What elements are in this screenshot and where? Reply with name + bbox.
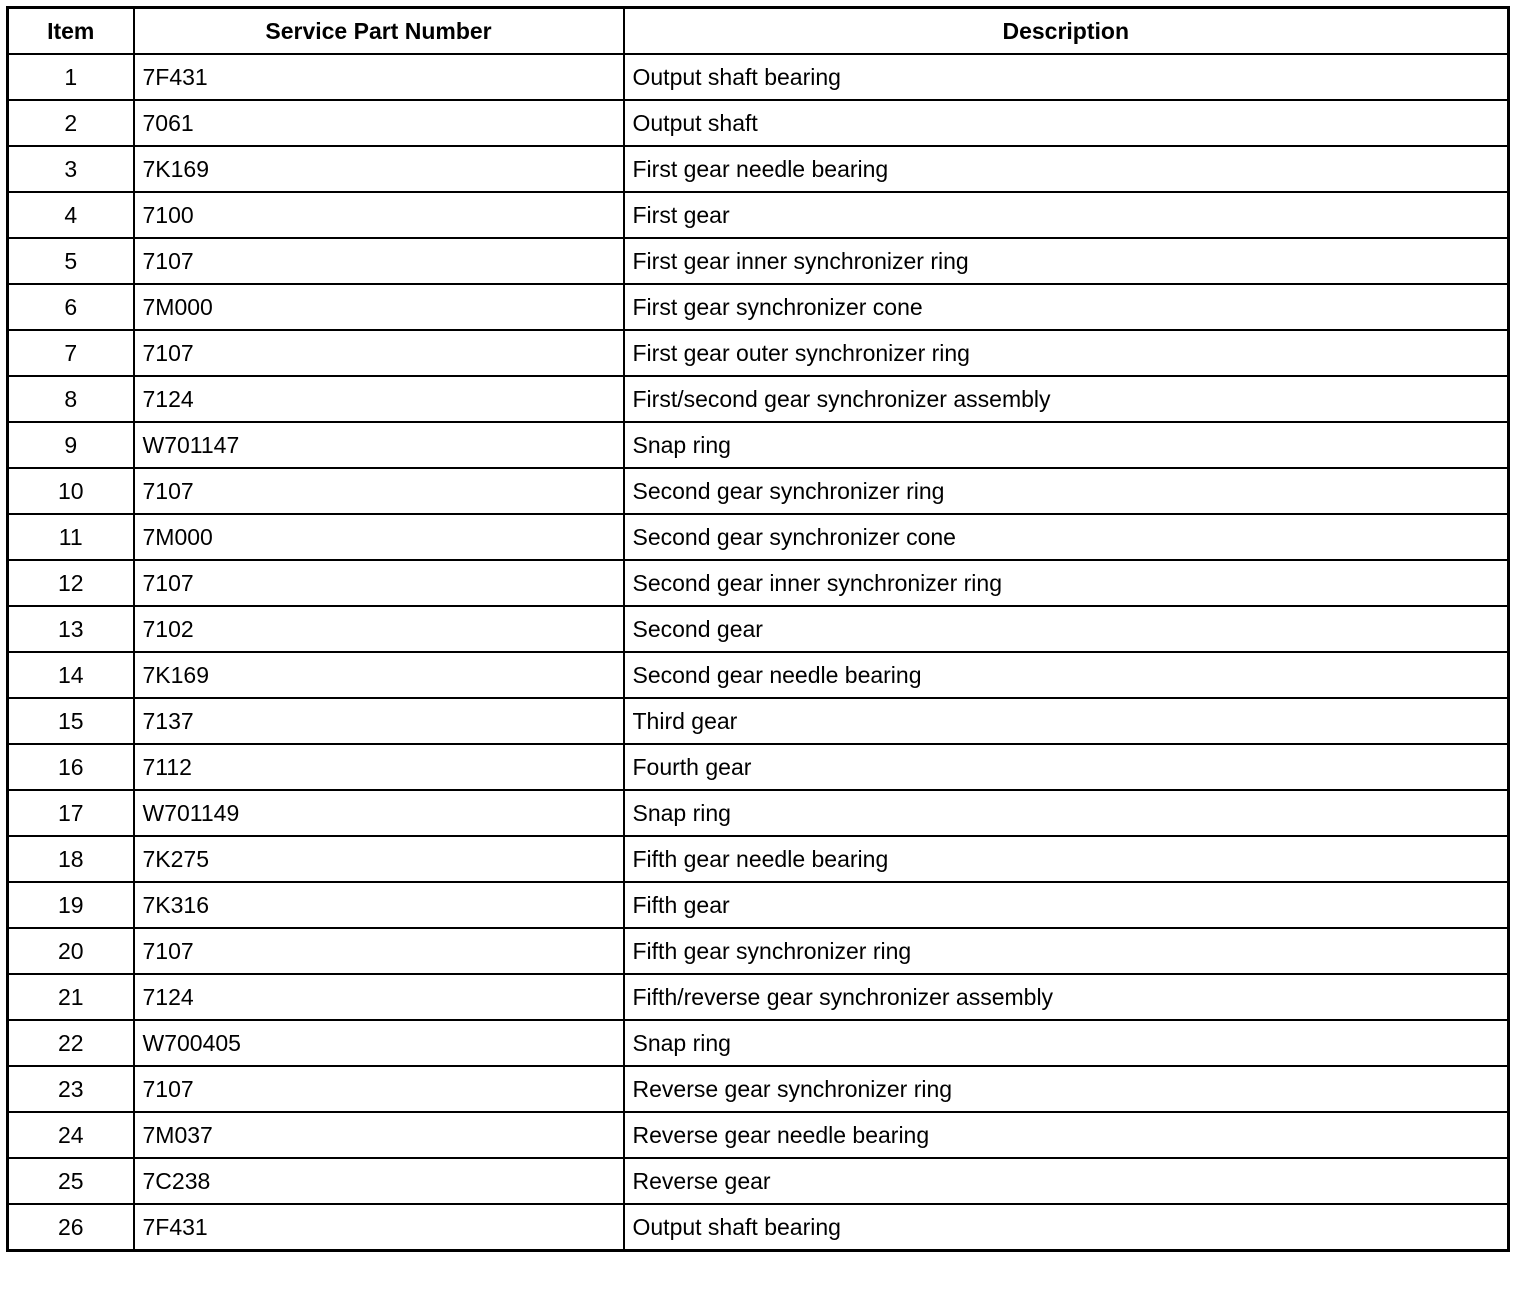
part-number-cell: 7K316 xyxy=(134,882,624,928)
table-row xyxy=(8,100,1509,146)
table-row xyxy=(8,192,1509,238)
part-number-cell: 7061 xyxy=(134,100,624,146)
item-cell: 25 xyxy=(8,1158,134,1204)
part-number-cell: 7102 xyxy=(134,606,624,652)
description-cell: Fifth gear synchronizer ring xyxy=(624,928,1509,974)
part-number-cell: 7124 xyxy=(134,376,624,422)
part-number-cell: 7107 xyxy=(134,1066,624,1112)
table-row xyxy=(8,882,1509,928)
item-cell: 21 xyxy=(8,974,134,1020)
item-cell: 12 xyxy=(8,560,134,606)
table-body xyxy=(8,54,1509,1251)
table-row xyxy=(8,514,1509,560)
table-header-row xyxy=(8,8,1509,55)
table-row xyxy=(8,1158,1509,1204)
part-number-cell: 7K169 xyxy=(134,652,624,698)
part-number-cell: 7107 xyxy=(134,238,624,284)
table-row xyxy=(8,974,1509,1020)
description-cell: Third gear xyxy=(624,698,1509,744)
description-cell: Reverse gear needle bearing xyxy=(624,1112,1509,1158)
item-cell: 26 xyxy=(8,1204,134,1251)
description-cell: First gear synchronizer cone xyxy=(624,284,1509,330)
table-row xyxy=(8,1020,1509,1066)
description-cell: Fifth gear xyxy=(624,882,1509,928)
item-cell: 24 xyxy=(8,1112,134,1158)
item-cell: 6 xyxy=(8,284,134,330)
table-row xyxy=(8,422,1509,468)
part-number-cell: 7F431 xyxy=(134,1204,624,1251)
table-row xyxy=(8,146,1509,192)
description-cell: Reverse gear synchronizer ring xyxy=(624,1066,1509,1112)
item-cell: 11 xyxy=(8,514,134,560)
part-number-cell: 7107 xyxy=(134,560,624,606)
table-row xyxy=(8,744,1509,790)
table-row xyxy=(8,790,1509,836)
description-cell: Second gear synchronizer ring xyxy=(624,468,1509,514)
table-row xyxy=(8,1204,1509,1251)
description-cell: First gear outer synchronizer ring xyxy=(624,330,1509,376)
description-cell: First gear needle bearing xyxy=(624,146,1509,192)
description-cell: Output shaft xyxy=(624,100,1509,146)
item-cell: 18 xyxy=(8,836,134,882)
description-cell: Fifth/reverse gear synchronizer assembly xyxy=(624,974,1509,1020)
part-number-cell: W700405 xyxy=(134,1020,624,1066)
description-cell: Snap ring xyxy=(624,790,1509,836)
description-cell: First gear inner synchronizer ring xyxy=(624,238,1509,284)
item-cell: 15 xyxy=(8,698,134,744)
table-row xyxy=(8,652,1509,698)
description-cell: Output shaft bearing xyxy=(624,54,1509,100)
part-number-cell: 7112 xyxy=(134,744,624,790)
description-cell: Snap ring xyxy=(624,1020,1509,1066)
part-number-cell: 7K169 xyxy=(134,146,624,192)
item-cell: 23 xyxy=(8,1066,134,1112)
part-number-cell: 7K275 xyxy=(134,836,624,882)
table-row xyxy=(8,606,1509,652)
item-cell: 9 xyxy=(8,422,134,468)
part-number-cell: 7C238 xyxy=(134,1158,624,1204)
description-cell: Fifth gear needle bearing xyxy=(624,836,1509,882)
table-row xyxy=(8,238,1509,284)
item-cell: 19 xyxy=(8,882,134,928)
item-cell: 3 xyxy=(8,146,134,192)
description-cell: First gear xyxy=(624,192,1509,238)
part-number-cell: 7100 xyxy=(134,192,624,238)
description-cell: Second gear synchronizer cone xyxy=(624,514,1509,560)
description-cell: Snap ring xyxy=(624,422,1509,468)
item-cell: 10 xyxy=(8,468,134,514)
item-cell: 2 xyxy=(8,100,134,146)
description-cell: Output shaft bearing xyxy=(624,1204,1509,1251)
item-cell: 22 xyxy=(8,1020,134,1066)
item-cell: 4 xyxy=(8,192,134,238)
item-cell: 1 xyxy=(8,54,134,100)
item-cell: 7 xyxy=(8,330,134,376)
table-row xyxy=(8,836,1509,882)
parts-table xyxy=(6,6,1510,1252)
table-row xyxy=(8,468,1509,514)
part-number-cell: 7107 xyxy=(134,330,624,376)
part-number-cell: 7M037 xyxy=(134,1112,624,1158)
item-cell: 20 xyxy=(8,928,134,974)
item-cell: 5 xyxy=(8,238,134,284)
part-number-cell: W701149 xyxy=(134,790,624,836)
table-row xyxy=(8,376,1509,422)
table-row xyxy=(8,1066,1509,1112)
description-cell: Reverse gear xyxy=(624,1158,1509,1204)
item-cell: 16 xyxy=(8,744,134,790)
table-row xyxy=(8,284,1509,330)
table-row xyxy=(8,928,1509,974)
part-number-cell: 7M000 xyxy=(134,514,624,560)
column-header-description: Description xyxy=(624,8,1509,55)
description-cell: Second gear xyxy=(624,606,1509,652)
table-row xyxy=(8,1112,1509,1158)
item-cell: 14 xyxy=(8,652,134,698)
part-number-cell: 7107 xyxy=(134,468,624,514)
description-cell: Second gear needle bearing xyxy=(624,652,1509,698)
item-cell: 8 xyxy=(8,376,134,422)
column-header-item: Item xyxy=(8,8,134,55)
table-row xyxy=(8,330,1509,376)
part-number-cell: 7137 xyxy=(134,698,624,744)
description-cell: Fourth gear xyxy=(624,744,1509,790)
part-number-cell: 7107 xyxy=(134,928,624,974)
part-number-cell: 7124 xyxy=(134,974,624,1020)
item-cell: 17 xyxy=(8,790,134,836)
description-cell: First/second gear synchronizer assembly xyxy=(624,376,1509,422)
part-number-cell: 7M000 xyxy=(134,284,624,330)
part-number-cell: 7F431 xyxy=(134,54,624,100)
table-row xyxy=(8,54,1509,100)
part-number-cell: W701147 xyxy=(134,422,624,468)
column-header-part-number: Service Part Number xyxy=(134,8,624,55)
description-cell: Second gear inner synchronizer ring xyxy=(624,560,1509,606)
table-row xyxy=(8,698,1509,744)
item-cell: 13 xyxy=(8,606,134,652)
table-row xyxy=(8,560,1509,606)
